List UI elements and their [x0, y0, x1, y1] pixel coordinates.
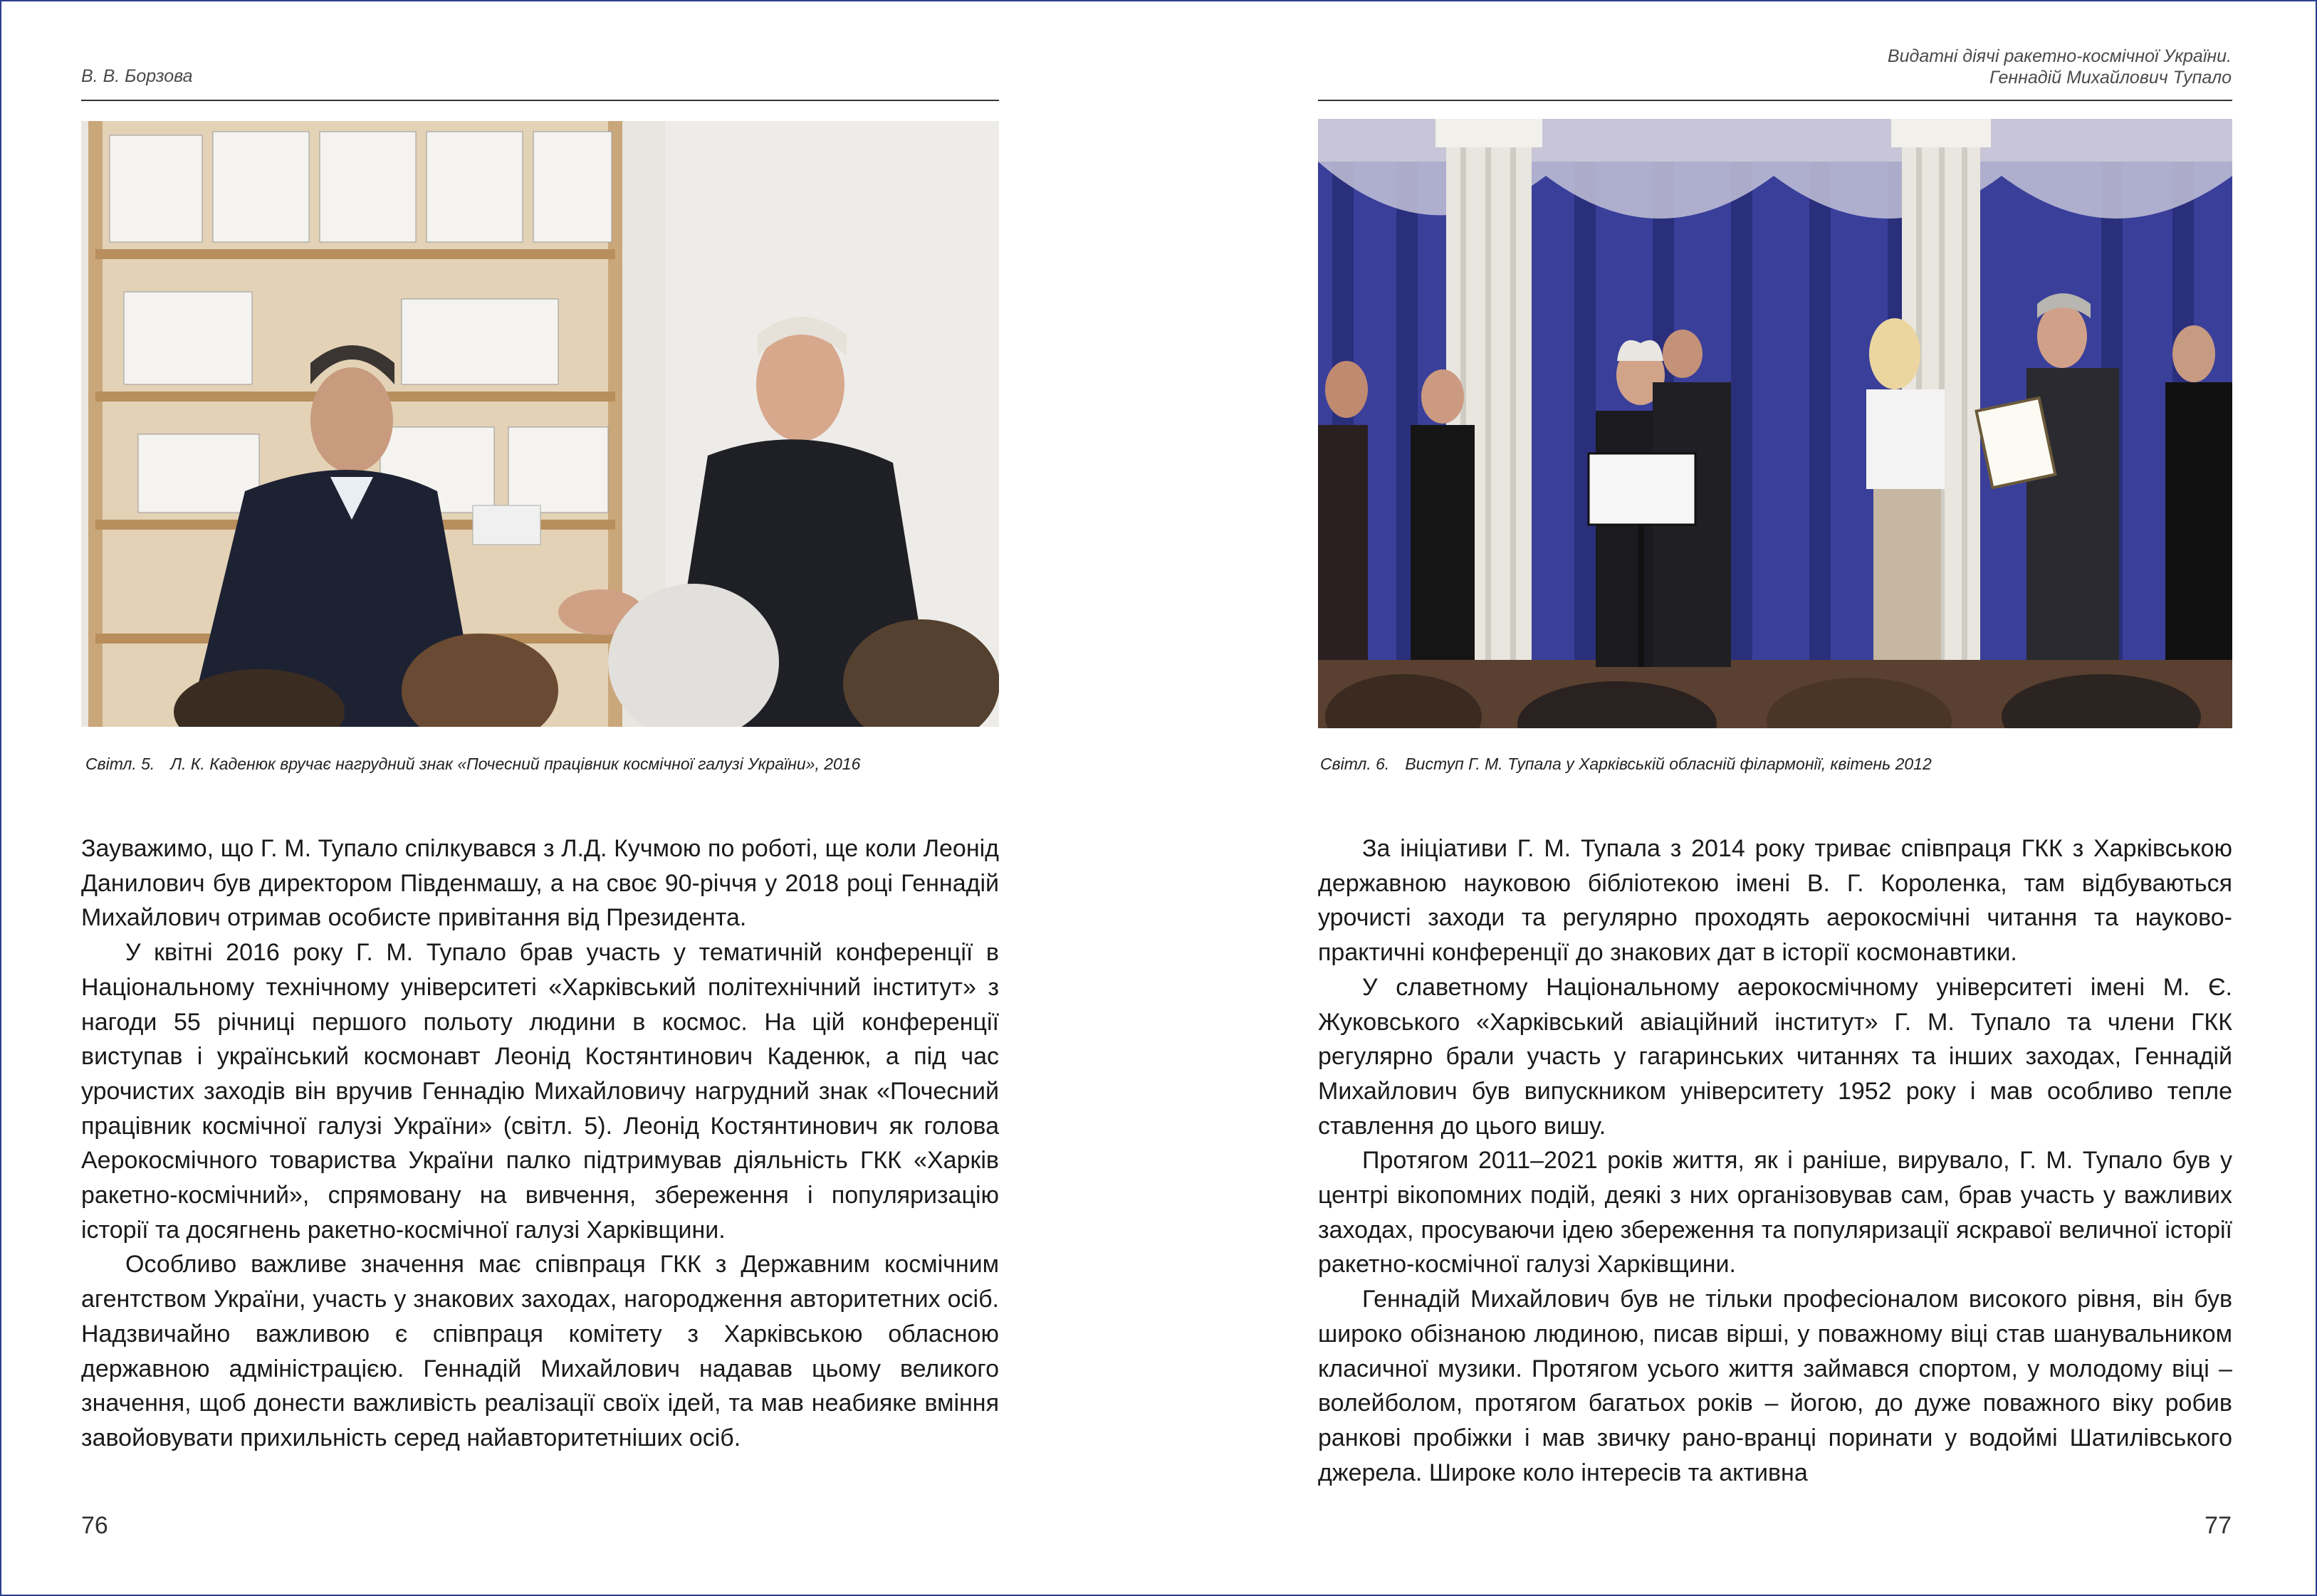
paragraph: Геннадій Михайлович був не тільки професіоналом високого рівня, він був широко обізнаною людиною, писав вірші, у поважному віці став шанувальником класичної музики. Протягом усього життя займався спортом, у молодому віці – волейболом, протягом багатьох років – йогою, до дуже поважного віку робив ранкові пробіжки і мав звичку рано-вранці поринати у водоймі Шатилівського джерела. Широке коло інтересів та активна [1318, 1286, 2232, 1486]
header-rule [1318, 100, 2232, 101]
running-head-line2: Геннадій Михайлович Тупало [1989, 68, 2232, 88]
photo-caption [1320, 755, 1932, 774]
paragraph: За ініціативи Г. М. Тупала з 2014 року триває співпраця ГКК з Харківською державною науковою бібліотекою імені В. Г. Короленка, там відбуваються урочисті заходи та регулярно проходять аерокосмічні читання та науково-практичні конференції до знакових дат в історії космонавтики. [1318, 835, 2232, 967]
paragraph: Протягом 2011–2021 років життя, як і раніше, вирувало, Г. М. Тупало був у центрі вікопомних подій, деякі з них організовував сам, брав участь у важливих заходах, просуваючи ідею збереження та популяризації яскравої величної історії ракетно-космічної галузі Харківщини. [1318, 1147, 2232, 1279]
left-page [1, 1, 1160, 1595]
right-page [1160, 1, 2317, 1595]
caption-number: Світл. 6. [1320, 755, 1390, 773]
photo-award-presentation-image [81, 121, 999, 727]
caption-text: Л. К. Каденюк вручає нагрудний знак «Почесний працівник космічної галузі України», 2016 [170, 755, 861, 773]
photo-award-presentation [81, 121, 999, 727]
paragraph: Зауважимо, що Г. М. Тупало спілкувався з Л.Д. Кучмою по роботі, ще коли Леонід Данилович був директором Південмашу, а на своє 90-річчя у 2018 році Геннадій Михайлович отримав особисте привітання від Президента. [81, 835, 999, 932]
running-head-line1: Видатні діячі ракетно-космічної України. [1887, 46, 2232, 66]
running-head-author: В. В. Борзова [81, 66, 193, 86]
paragraph: У славетному Національному аерокосмічному університеті імені М. Є. Жуковського «Харківський авіаційний інститут» Г. М. Тупало та члени ГКК регулярно брали участь у гагаринських читаннях та інших заходах, Геннадій Михайлович був випускником університету 1952 року і мав особливо тепле ставлення до цього вишу. [1318, 973, 2232, 1140]
photo-caption [85, 755, 860, 774]
page-number: 76 [81, 1512, 108, 1539]
paragraph: У квітні 2016 року Г. М. Тупало брав участь у тематичній конференції в Національному технічному університеті «Харківський політехнічний інститут» з нагоди 55 річниці першого польоту людини в космос. На цій конференції виступав і український космонавт Леонід Костянтинович Каденюк, а під час урочистих заходів він вручив Геннадію Михайловичу нагрудний знак «Почесний працівник космічної галузі України» (світл. 5). Леонід Костянтинович як голова Аерокосмічного товариства України палко підтримував діяльність ГКК «Харків ракетно-космічний», спрямовану на вивчення, збереження і популяризацію історії та досягнень ракетно-космічної галузі Харківщини. [81, 939, 999, 1244]
caption-text: Виступ Г. М. Тупала у Харківській обласній філармонії, квітень 2012 [1405, 755, 1932, 773]
body-text [1318, 831, 2232, 1490]
photo-stage-speech-image [1318, 119, 2232, 728]
caption-number: Світл. 5. [85, 755, 155, 773]
photo-stage-speech [1318, 119, 2232, 728]
body-text [81, 831, 999, 1456]
page-number: 77 [2204, 1512, 2232, 1539]
running-head-title [1888, 46, 2232, 88]
paragraph: Особливо важливе значення має співпраця ГКК з Державним космічним агентством України, участь у знакових заходах, нагородження авторитетних осіб. Надзвичайно важливою є співпраця комітету з Харківською обласною державною адміністрацією. Геннадій Михайлович надавав цьому великого значення, щоб донести важливість реалізації своїх ідей, та мав неабияке вміння завойовувати прихильність серед найавторитетніших осіб. [81, 1251, 999, 1451]
header-rule [81, 100, 999, 101]
